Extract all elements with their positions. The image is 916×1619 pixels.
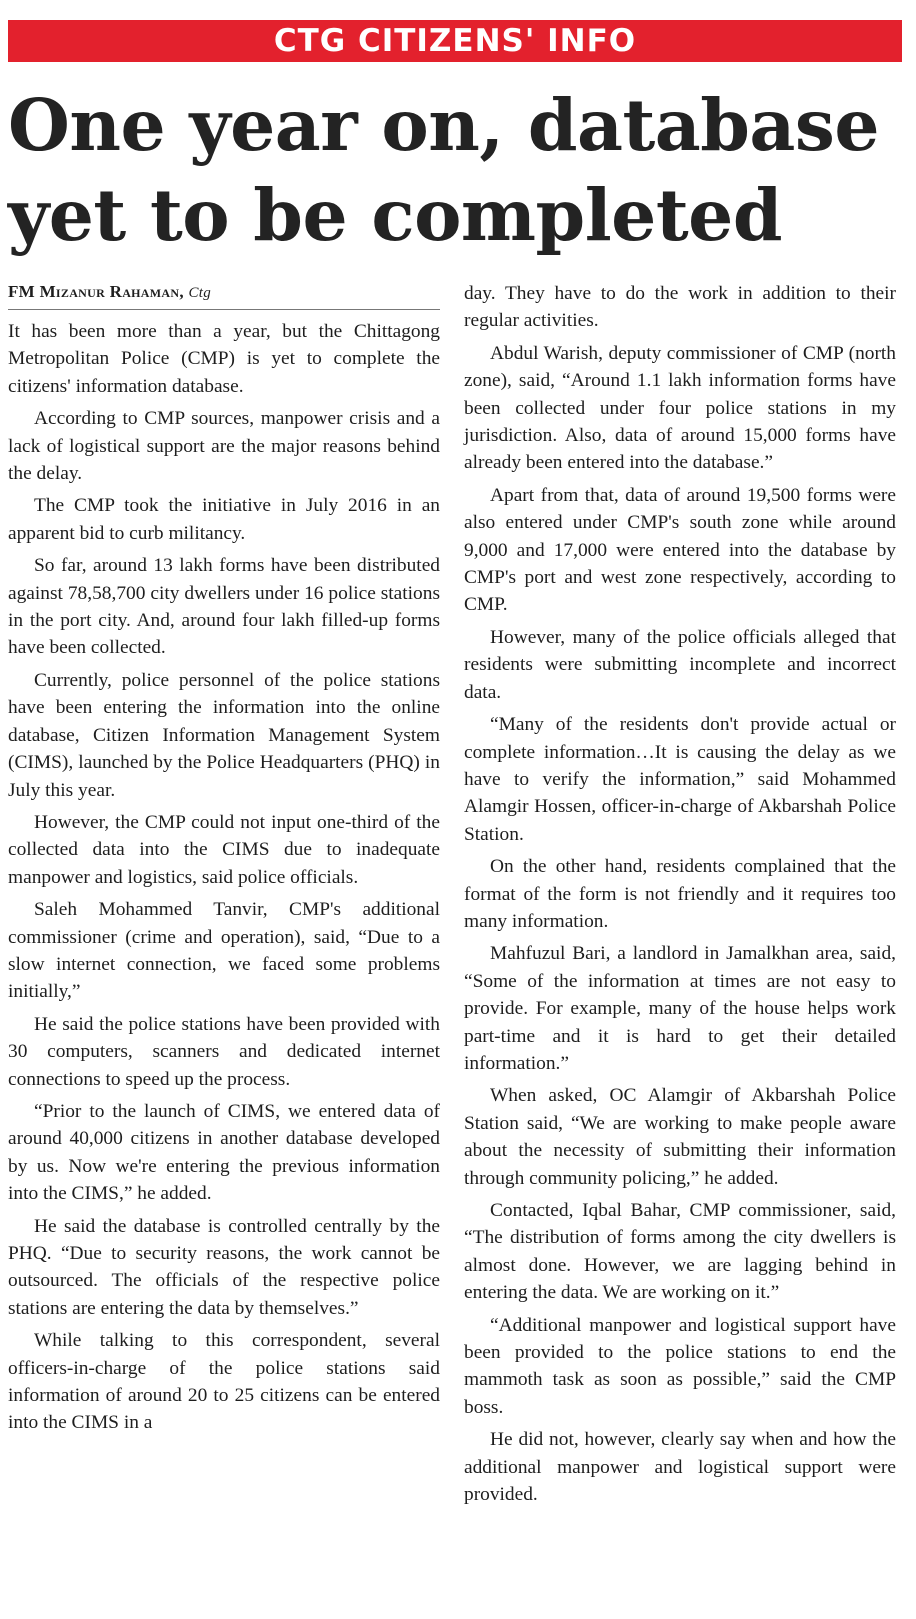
paragraph: He did not, however, clearly say when and how the additional manpower and logistical support were provided. <box>464 1429 896 1506</box>
paragraph: While talking to this correspondent, several officers-in-charge of the police stations said information of around 20 to 25 citizens can be entered into the CIMS in a <box>8 1330 440 1434</box>
paragraph: Contacted, Iqbal Bahar, CMP commissioner, said, “The distribution of forms among the city dwellers is almost done. However, we are lagging behind in entering the data. We are working on it.” <box>464 1200 896 1304</box>
paragraph: However, many of the police officials alleged that residents were submitting incomplete and incorrect data. <box>464 626 896 703</box>
paragraph: So far, around 13 lakh forms have been distributed against 78,58,700 city dwellers under 16 police stations in the port city. And, around four lakh filled-up forms have been collected. <box>8 555 440 659</box>
paragraph: According to CMP sources, manpower crisis and a lack of logistical support are the major reasons behind the delay. <box>8 408 440 485</box>
byline-location: Ctg <box>188 285 212 301</box>
paragraph: “Many of the residents don't provide actual or complete information…It is causing the delay as we have to verify the information,” said Mohammed Alamgir Hossen, officer-in-charge of Akbarshah Police Station. <box>464 714 896 845</box>
article-column-right <box>464 280 896 1513</box>
paragraph: When asked, OC Alamgir of Akbarshah Police Station said, “We are working to make people aware about the necessity of submitting their information through community policing,” he added. <box>464 1085 896 1189</box>
paragraph: Saleh Mohammed Tanvir, CMP's additional commissioner (crime and operation), said, “Due to a slow internet connection, we faced some problems initially,” <box>8 899 440 1003</box>
paragraph: “Additional manpower and logistical support have been provided to the police stations to end the mammoth task as soon as possible,” said the CMP boss. <box>464 1314 896 1418</box>
paragraph: day. They have to do the work in addition to their regular activities. <box>464 283 896 332</box>
paragraph: Abdul Warish, deputy commissioner of CMP (north zone), said, “Around 1.1 lakh information forms have been collected under four police stations in my jurisdiction. Also, data of around 15,000 forms have already been entered into the database.” <box>464 342 896 474</box>
article-column-left <box>8 280 440 1442</box>
headline: One year on, database yet to be completed <box>8 83 880 257</box>
paragraph: Mahfuzul Bari, a landlord in Jamalkhan area, said, “Some of the information at times are not easy to provide. For example, many of the house helps work part-time and it is hard to get their detailed information.” <box>464 943 896 1074</box>
paragraph: He said the database is controlled centrally by the PHQ. “Due to security reasons, the work cannot be outsourced. The officials of the respective police stations are entering the data by themselves.” <box>8 1215 440 1319</box>
paragraph: It has been more than a year, but the Chittagong Metropolitan Police (CMP) is yet to complete the citizens' information database. <box>8 321 440 397</box>
paragraph: However, the CMP could not input one-third of the collected data into the CIMS due to inadequate manpower and logistics, said police officials. <box>8 811 440 888</box>
byline-author: FM Mizanur Rahaman, <box>8 282 184 301</box>
byline <box>8 280 440 310</box>
paragraph: Currently, police personnel of the police stations have been entering the information into the online database, Citizen Information Management System (CIMS), launched by the Police Headquarters (PHQ) in July this year. <box>8 669 440 801</box>
paragraph: The CMP took the initiative in July 2016 in an apparent bid to curb militancy. <box>8 495 440 544</box>
section-banner: CTG CITIZENS' INFO <box>8 20 902 62</box>
paragraph: “Prior to the launch of CIMS, we entered data of around 40,000 citizens in another database developed by us. Now we're entering the previous information into the CIMS,” he added. <box>8 1100 440 1205</box>
paragraph: On the other hand, residents complained that the format of the form is not friendly and it requires too many information. <box>464 856 896 932</box>
paragraph: Apart from that, data of around 19,500 forms were also entered under CMP's south zone while around 9,000 and 17,000 were entered into the database by CMP's port and west zone respectively, according to CMP. <box>464 484 896 616</box>
paragraph: He said the police stations have been provided with 30 computers, scanners and dedicated internet connections to speed up the process. <box>8 1013 440 1090</box>
